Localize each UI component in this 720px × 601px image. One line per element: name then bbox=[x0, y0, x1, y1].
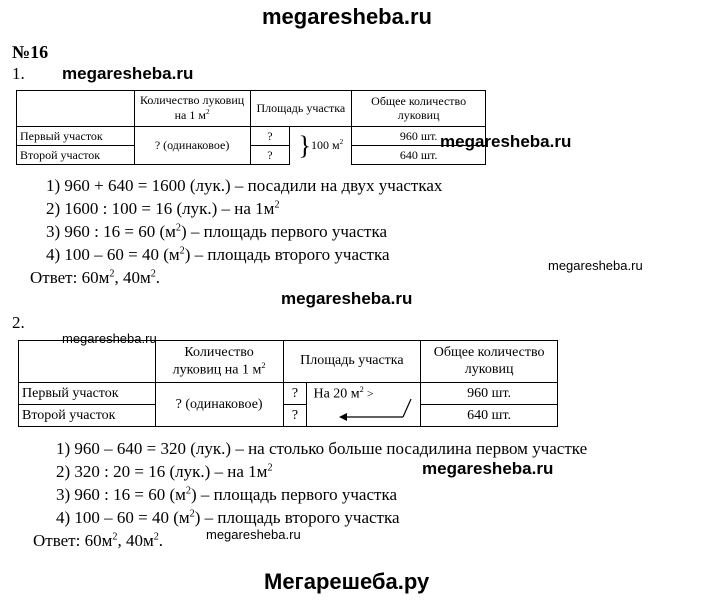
cell-count: ? (одинаковое) bbox=[155, 383, 283, 427]
watermark: megaresheba.ru bbox=[281, 289, 413, 308]
step-line: 2) 1600 : 100 = 16 (лук.) – на $1м^2$ bbox=[46, 199, 280, 218]
cell-area-diff: На 20 $м^2$ > bbox=[307, 383, 421, 427]
step-line: 2) 320 : 20 = 16 (лук.) – на $1м^2$ bbox=[56, 462, 273, 481]
cell-area-first: ? bbox=[283, 383, 307, 405]
table-corner bbox=[19, 341, 156, 383]
row-label-first: Первый участок bbox=[17, 127, 135, 146]
cell-total-second: 640 шт. bbox=[352, 146, 486, 165]
answer-line: Ответ: $60м^2$, $40м^2$. bbox=[30, 268, 161, 287]
header-total: Общее количество луковиц bbox=[421, 341, 558, 383]
cell-area-total: }100 $м^2$ bbox=[290, 127, 352, 165]
step-line: 1) 960 – 640 = 320 (лук.) – на столько больше посадилина первом участке bbox=[56, 439, 588, 458]
watermark: megaresheba.ru bbox=[422, 459, 554, 478]
step-line: 3) 960 : 16 = 60 $(м^2)$ – площадь первого участка bbox=[46, 222, 387, 241]
header-count: Количество луковиц на 1 $м^2$ bbox=[155, 341, 283, 383]
cell-total-first: 960 шт. bbox=[421, 383, 558, 405]
step-line: 4) 100 – 60 = 40 $(м^2)$ – площадь второго участка bbox=[56, 508, 400, 527]
row-label-second: Второй участок bbox=[17, 146, 135, 165]
watermark: megaresheba.ru bbox=[440, 132, 572, 151]
part1-label: 1. bbox=[12, 64, 25, 83]
cell-area-second: ? bbox=[283, 405, 307, 427]
cell-count: ? (одинаковое) bbox=[134, 127, 250, 165]
header-area: Площадь участка bbox=[283, 341, 421, 383]
watermark-top: megaresheba.ru bbox=[262, 4, 432, 29]
arrow-left-icon bbox=[307, 383, 419, 427]
row-label-first: Первый участок bbox=[19, 383, 156, 405]
header-total: Общее количество луковиц bbox=[352, 91, 486, 127]
row-label-second: Второй участок bbox=[19, 405, 156, 427]
part2-label: 2. bbox=[12, 313, 25, 332]
step-line: 4) 100 – 60 = 40 $(м^2)$ – площадь второго участка bbox=[46, 245, 390, 264]
part1-table bbox=[16, 90, 486, 165]
cell-area-second: ? bbox=[250, 146, 290, 165]
problem-number: №16 bbox=[12, 42, 49, 62]
watermark: megaresheba.ru bbox=[62, 64, 194, 83]
part2-table bbox=[18, 340, 558, 427]
cell-area-first: ? bbox=[250, 127, 290, 146]
header-count: Количество луковиц на 1 $м^2$ bbox=[134, 91, 250, 127]
cell-total-first: 960 шт. bbox=[352, 127, 486, 146]
table-corner bbox=[17, 91, 135, 127]
watermark: megaresheba.ru bbox=[62, 331, 157, 346]
cell-total-second: 640 шт. bbox=[421, 405, 558, 427]
watermark-bottom: Мегарешеба.ру bbox=[264, 569, 430, 594]
watermark: megaresheba.ru bbox=[548, 258, 643, 273]
header-area: Площадь участка bbox=[250, 91, 352, 127]
step-line: 1) 960 + 640 = 1600 (лук.) – посадили на двух участках bbox=[46, 176, 443, 195]
step-line: 3) 960 : 16 = 60 $(м^2)$ – площадь первого участка bbox=[56, 485, 397, 504]
answer-line: Ответ: $60м^2$, $40м^2$. bbox=[33, 531, 164, 550]
watermark: megaresheba.ru bbox=[206, 527, 301, 542]
